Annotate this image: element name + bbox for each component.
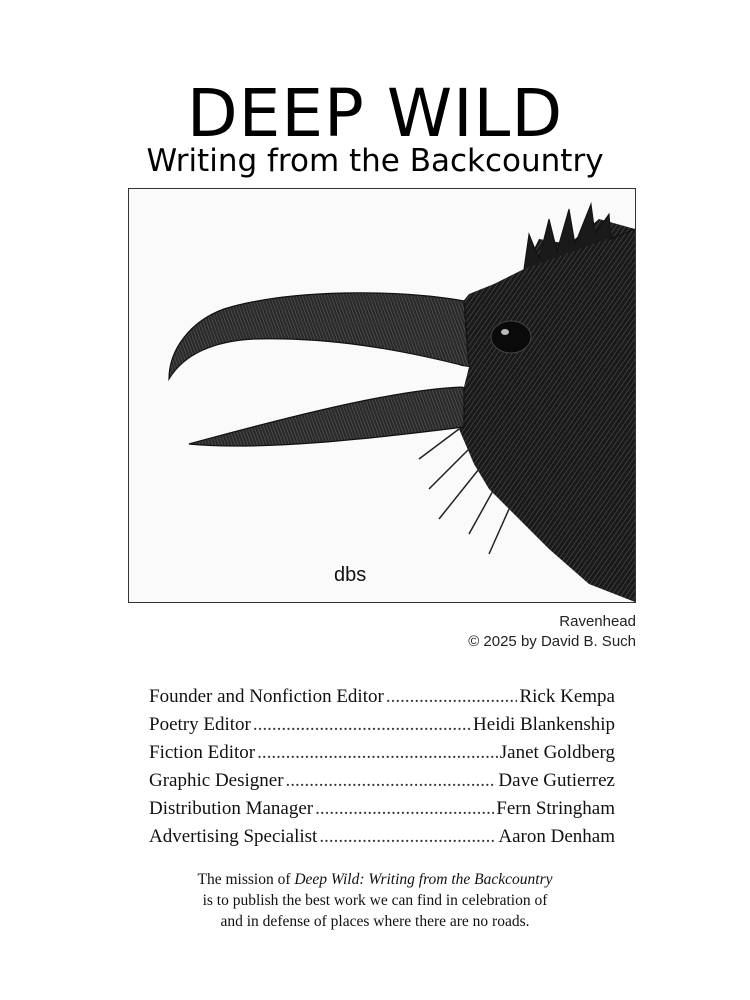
staff-row [149,711,615,739]
raven-eye [491,321,531,353]
raven-lower-beak [189,387,464,446]
magazine-title: DEEP WILD [186,75,564,152]
raven-eye-highlight [501,329,509,335]
dot-leader [257,739,498,767]
raven-illustration [129,189,635,602]
artwork-caption [468,612,636,652]
dot-leader [319,823,496,851]
staff-name: Dave Gutierrez [498,770,615,791]
raven-head [449,219,635,602]
staff-name: Aaron Denham [498,826,615,847]
staff-name: Rick Kempa [519,686,615,707]
cover-artwork [128,188,636,603]
dot-leader [315,795,494,823]
mission-statement [0,869,750,932]
staff-name: Heidi Blankenship [473,714,615,735]
mission-prefix: The mission of [197,871,295,888]
staff-role: Founder and Nonfiction Editor [149,686,384,707]
dot-leader [286,767,497,795]
dot-leader [253,711,471,739]
staff-row [149,767,615,795]
staff-name: Fern Stringham [496,798,615,819]
artist-signature: dbs [334,564,367,586]
staff-role: Advertising Specialist [149,826,318,847]
dot-leader [386,683,518,711]
mission-journal-name: Deep Wild: Writing from the Backcountry [294,871,553,888]
mission-line-3: and in defense of places where there are no roads. [220,913,530,930]
artwork-credit: © 2025 by David B. Such [468,633,636,650]
mission-line-1 [0,869,750,890]
staff-list [149,683,615,851]
artwork-title: Ravenhead [559,613,636,630]
staff-role: Distribution Manager [149,798,314,819]
staff-role: Fiction Editor [149,742,256,763]
staff-name: Janet Goldberg [499,742,615,763]
staff-role: Graphic Designer [149,770,284,791]
magazine-subtitle: Writing from the Backcountry [146,143,604,179]
staff-row [149,739,615,767]
staff-row [149,795,615,823]
mission-line-2: is to publish the best work we can find in celebration of [202,892,548,909]
staff-role: Poetry Editor [149,714,251,735]
staff-row [149,683,615,711]
staff-row [149,823,615,851]
